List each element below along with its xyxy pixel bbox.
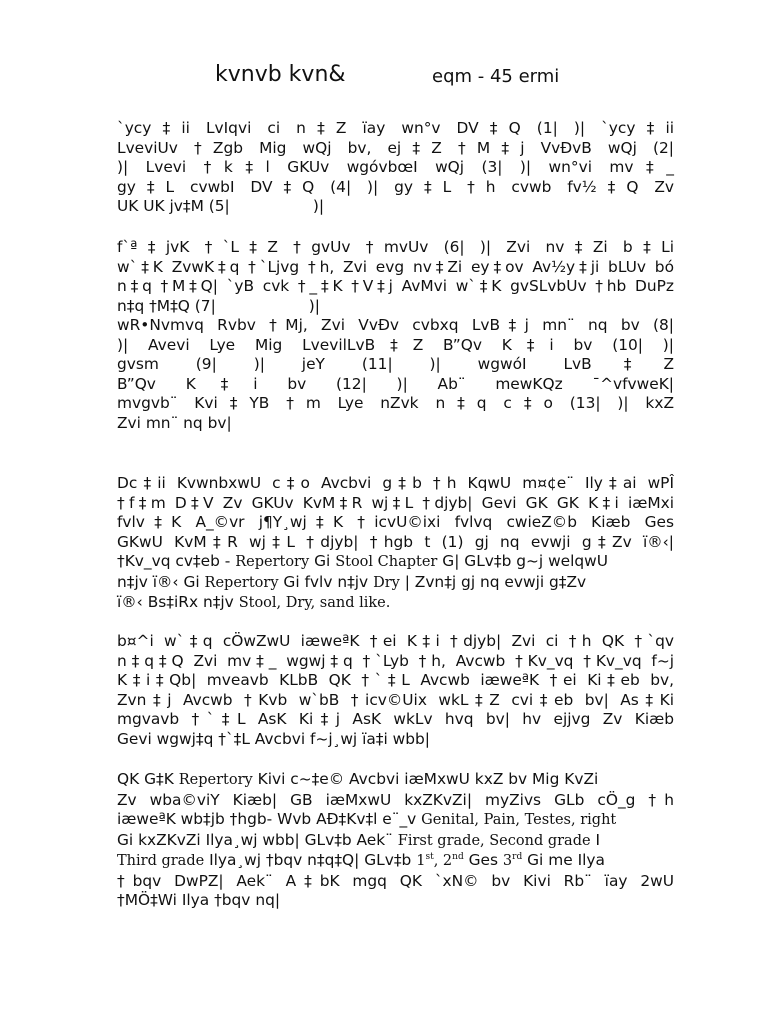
text-line: n‡q †M‡Q (7| )| [117, 296, 320, 315]
grade-digit: 3 [502, 853, 513, 869]
text-run: Gi fvlv n‡jv [278, 572, 374, 591]
text-line: B”Qv K‡i bv (12| )| Ab¨ mewKQz ¯^vfvweK| [117, 374, 674, 393]
text-line: fvlv‡K A_©vr j¶Y¸wj‡K †icvU©ixi fvlvq cwieZ©b Kiæb Ges [117, 513, 674, 531]
english-term: Genital, Pain, Testes, right [421, 812, 617, 828]
english-term: Stool, Dry, sand like. [238, 595, 391, 611]
text-line: mvgvb¨ Kvi‡YB †m Lye nZvk n‡q c‡o (13| )| kxZ [117, 394, 674, 412]
english-term: Third grade [117, 853, 205, 869]
text-line: gy‡L cvwbI DV‡Q (4| )| gy‡L †h cvwb fv½‡Q Zv [117, 177, 674, 196]
text-line: w`‡K ZvwK‡q †`Ljvg †h, Zvi evg nv‡Zi ey‡ov Av½y‡ji bLUv bó [117, 257, 674, 276]
text-run: I [590, 830, 600, 849]
text-line: gvsm (9| )| jeY (11| )| wgwóI LvB‡Z [117, 355, 674, 373]
text-line [117, 770, 674, 791]
text-line: †MÖ‡Wi Ilya †bqv nq| [117, 891, 281, 909]
text-line: Zvi mn¨ nq bv| [117, 413, 232, 432]
paragraph-1 [117, 119, 674, 217]
text-line [117, 593, 674, 614]
text-run: Gi kxZKvZi Ilya¸wj wbb| GLv‡b Aek¨ [117, 830, 393, 849]
grade-digit: 2 [442, 853, 453, 869]
text-run: Ilya¸wj †bqv n‡q‡Q| GLv‡b [204, 851, 417, 869]
text-line [117, 552, 674, 573]
text-run: Gi [309, 552, 336, 570]
text-run: Ges [463, 851, 503, 869]
text-line [117, 573, 674, 594]
grade-number: 1st, 2nd [416, 852, 464, 869]
text-line: LveviUv †Zgb Mig wQj bv, ej‡Z †M‡j VvÐvB wQj (2| [117, 138, 674, 157]
text-line: GKwU KvM‡R wj‡L †djyb| †hgb t (1) gj nq evwji g‡Zv ï®‹| [117, 532, 674, 551]
text-line: f`ª‡jvK †`L‡Z †gvUv †mvUv (6| )| Zvi nv‡Zi b‡Li [117, 238, 674, 256]
grade-digit: 1 [416, 853, 426, 869]
text-line: )| Lvevi †k‡l GKUv wgóvbœI wQj (3| )| wn°vi mv‡_ [117, 158, 674, 176]
text-run: QK G‡K [117, 770, 179, 788]
page-subtitle: eqm - 45 ermi [432, 66, 560, 87]
text-line: `ycy‡ii LvIqvi ci n‡Z ïay wn°v DV‡Q (1| )| `ycy‡ii [117, 119, 674, 137]
paragraph-2 [117, 238, 674, 433]
page-title: kvnvb kvn& [215, 62, 346, 87]
grade-suffix: nd [452, 852, 464, 863]
paragraph-3 [117, 474, 674, 614]
text-line: Dc‡ii KvwnbxwU c‡o Avcbvi g‡b †h KqwU m¤¢e¨ Ily‡ai wPÎ [117, 474, 674, 492]
text-run: ï®‹ Bs‡iRx n‡jv [117, 593, 239, 611]
text-line: mgvavb †`‡L AsK Ki‡j AsK wkLv hvq bv| hv ejjvg Zv Kiæb [117, 710, 674, 728]
grade-number [503, 853, 522, 869]
text-line: Gevi wgwj‡q †`‡L Avcbvi f~j¸wj ïa‡i wbb| [117, 729, 430, 748]
text-line: Zvn‡j Avcwb †Kvb w`bB †icv©Uix wkL‡Z cvi‡eb bv| As‡Ki [117, 690, 674, 709]
text-run: iæweªK wb‡jb †hgb- Wvb AÐ‡Kv‡l e¨_v [117, 810, 422, 828]
text-line: Zv wba©viY Kiæb| GB iæMxwU kxZKvZi| myZivs GLb cÖ_g †h [117, 790, 674, 809]
text-line: K‡i‡Qb| mveavb KLbB QK †`‡L Avcwb iæweªK †ei Ki‡eb bv, [117, 671, 674, 689]
text-line: wR•Nvmvq Rvbv †Mj, Zvi VvÐv cvbxq LvB‡j mn¨ nq bv (8| [117, 316, 674, 334]
english-term: Stool Chapter [335, 554, 438, 570]
grade-suffix: rd [512, 852, 523, 863]
english-term: Repertory [204, 574, 279, 591]
text-line: b¤^i w`‡q cÖwZwU iæweªK †ei K‡i †djyb| Zvi ci †h QK †`qv [117, 632, 674, 650]
paragraph-5 [117, 770, 674, 911]
text-run: †Kv_vq cv‡eb - [117, 552, 236, 570]
text-line: )| Avevi Lye Mig LvevilLvB‡Z B”Qv K‡i bv (10| )| [117, 335, 674, 354]
paragraph-4 [117, 632, 674, 749]
header [0, 62, 768, 96]
text-run: | Zvn‡j gj nq evwji g‡Zv [399, 572, 587, 591]
text-line: †bqv DwPZ| Aek¨ A‡bK mgq QK `xN© bv Kivi Rb¨ ïay 2wU [117, 871, 674, 890]
text-run: Gi me Ilya [522, 851, 605, 869]
text-run: G| GLv‡b g~j welqwU [442, 552, 609, 570]
text-line [117, 831, 674, 852]
text-line: n‡q‡Q Zvi mv‡_ wgwj‡q †`Lyb †h, Avcwb †Kv_vq †Kv_vq f~j [117, 651, 674, 670]
text-run: Kivi c~‡e© Avcbvi iæMxwU kxZ bv Mig KvZi [252, 770, 599, 788]
text-line [117, 851, 674, 872]
text-line: UK UK jv‡M (5| )| [117, 197, 325, 215]
text-run: n‡jv ï®‹ Gi [117, 572, 205, 591]
text-line: n‡q †M‡Q| `yB cvk †_‡K †V‡j AvMvi w`‡K gvSLvbUv †hb DuPz [117, 277, 674, 295]
english-term: Dry [373, 574, 400, 591]
text-line [117, 810, 674, 831]
grade-suffix: st [425, 852, 434, 863]
english-term: First grade, Second grade [397, 832, 591, 849]
text-line: †f‡m D‡V Zv GKUv KvM‡R wj‡L †djyb| Gevi GK GK K‡i iæMxi [117, 493, 674, 512]
english-term: Repertory [235, 554, 310, 570]
english-term: Repertory [178, 772, 253, 788]
